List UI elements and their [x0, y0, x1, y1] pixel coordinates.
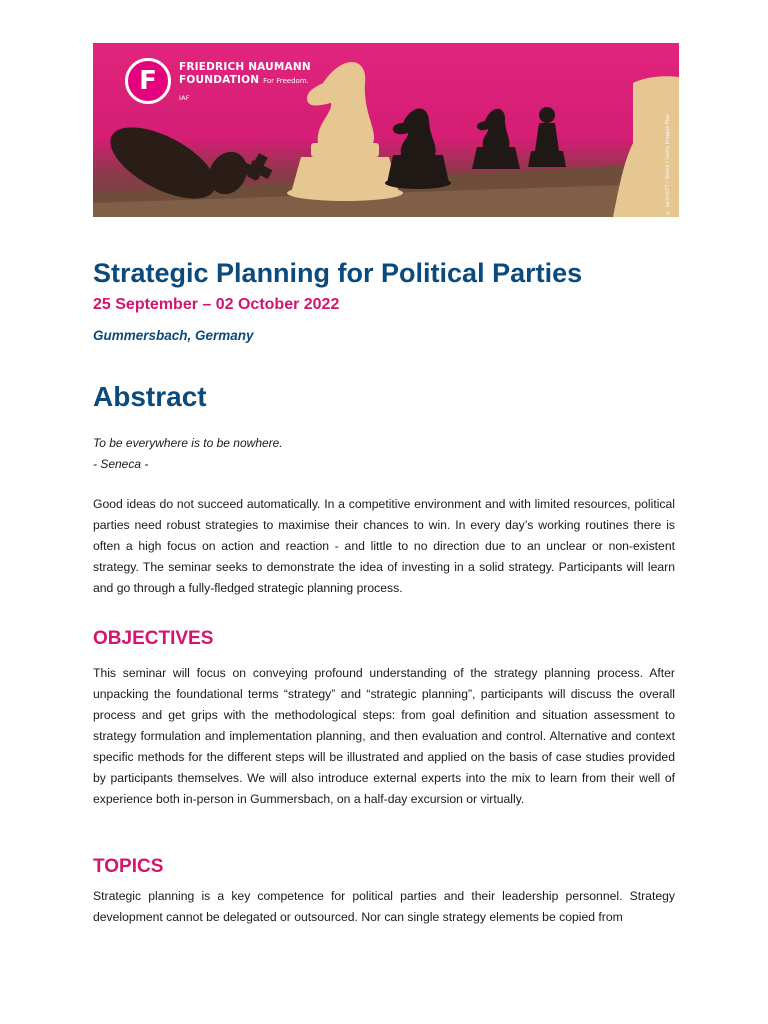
objectives-paragraph: This seminar will focus on conveying profound understanding of the strategy planning process. After unpacking the foundational terms “strategy” and “strategic planning”, participants will discuss the overall process and get grips with the methodological steps: from goal definition and situation assessment to strategy formulation and implementation planning, and then evaluation and control. Alternative and context specific methods for the different steps will be illustrated and applied on the basis of case studies provided by participants themselves. We will also introduce external experts into the mix to learn from their well of experience both in-person in Gummersbach, on a half-day excursion or virtually. — [93, 666, 675, 806]
organization-name — [179, 61, 311, 105]
abstract-heading: Abstract — [93, 381, 207, 412]
quote-text: To be everywhere is to be nowhere. — [93, 436, 283, 450]
org-tagline: For Freedom. — [263, 77, 309, 85]
org-name-line1: FRIEDRICH NAUMANN — [179, 61, 311, 73]
photo-credit: © lachris77 / iStock / Getty Images Plus — [665, 114, 671, 215]
topics-paragraph: Strategic planning is a key competence for political parties and their leadership personnel. Strategy development cannot be delegated or outsourced. Nor can single strategy elements be copied from — [93, 889, 675, 924]
objectives-heading: OBJECTIVES — [93, 628, 214, 649]
epigraph-quote — [93, 433, 283, 475]
topics-heading: TOPICS — [93, 856, 164, 877]
event-dates: 25 September – 02 October 2022 — [93, 296, 340, 313]
document-title: Strategic Planning for Political Parties — [93, 258, 583, 288]
abstract-paragraph: Good ideas do not succeed automatically. In a competitive environment and with limited resources, political parties need robust strategies to maximise their chances to win. In every day’s working routines there is often a high focus on action and reaction - and little to no direction due to an unclear or non-existent strategy. The seminar seeks to demonstrate the idea of investing in a solid strategy. Participants will learn and go through a fully-fledged strategic planning process. — [93, 497, 675, 595]
org-name-line2: FOUNDATION — [179, 74, 260, 86]
event-location: Gummersbach, Germany — [93, 328, 254, 343]
quote-author: - Seneca - — [93, 457, 149, 471]
fnf-logo-icon: F — [125, 58, 171, 104]
header-banner-image — [93, 43, 679, 217]
org-sub-unit: IAF — [179, 94, 190, 102]
